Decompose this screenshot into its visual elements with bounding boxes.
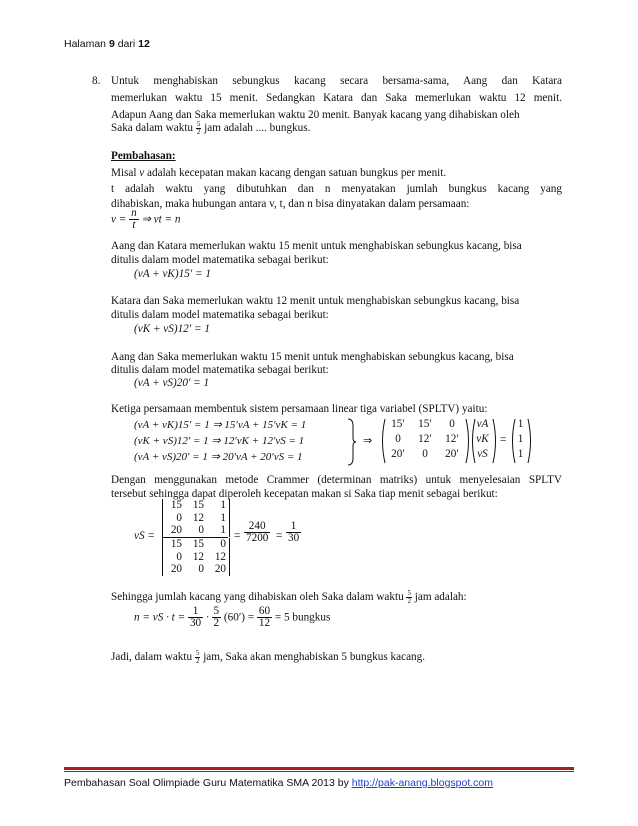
matrix-cell: 12: [192, 550, 204, 563]
solution-paragraph-1: [111, 167, 446, 179]
statement-1-b: ditulis dalam model matematika sebagai berikut:: [111, 254, 329, 266]
solution-paragraph-3: dihabiskan, maka hubungan antara v, t, dan n bisa dinyatakan dalam persamaan:: [111, 198, 470, 210]
determinant-denominator: [162, 538, 230, 576]
matrix-cell: 20: [170, 524, 182, 536]
fraction-denominator: t: [132, 219, 136, 232]
matrix-cell: 15: [192, 499, 204, 511]
result-fraction-1: [244, 521, 270, 544]
matrix-cell: 0: [449, 418, 455, 430]
equation-1: (vA + vK)15′ = 1: [134, 268, 211, 280]
fraction-numerator: 5: [195, 649, 200, 657]
matrix-cell: 0: [220, 538, 226, 550]
matrix-cell: 1: [517, 433, 524, 445]
fraction-denominator: 2: [213, 617, 220, 630]
vs-label: vS =: [134, 530, 155, 542]
matrix-cell: 15: [192, 538, 204, 550]
matrix-cell: 12: [192, 511, 204, 524]
page-number: 9: [108, 38, 115, 50]
rhs-right-paren: [527, 418, 533, 464]
result-fraction-2: [286, 521, 301, 544]
equals-sign: =: [500, 434, 507, 446]
fraction-numerator: 1: [188, 606, 203, 618]
problem-line-2: memerlukan waktu 15 menit. Sedangkan Katara dan Saka memerlukan waktu 12 menit.: [111, 92, 562, 104]
fraction-numerator: n: [131, 207, 137, 219]
matrix-cell: 12′: [445, 433, 459, 445]
fraction-denominator: 30: [288, 532, 300, 545]
determinant-numerator: [162, 499, 230, 537]
statement-2-a: Katara dan Saka memerlukan waktu 12 menit untuk menghabiskan sebungkus kacang, bisa: [111, 295, 520, 307]
equation-3: (vA + vS)20′ = 1: [134, 377, 210, 389]
page-label: Halaman: [64, 38, 109, 50]
conclusion-post: jam, Saka akan menghabiskan 5 bungkus kacang.: [203, 651, 426, 664]
statement-2-b: ditulis dalam model matematika sebagai berikut:: [111, 309, 329, 321]
equation-v: [111, 208, 180, 231]
problem-line-4-text: Saka dalam waktu: [111, 122, 194, 135]
matrix-cell: 12′: [418, 433, 432, 445]
page-total: 12: [138, 38, 150, 50]
matrix-cell: 1: [517, 448, 524, 460]
matrix-cell: vS: [477, 448, 488, 460]
problem-line-3: Adapun Aang dan Saka memerlukan waktu 20 menit. Banyak kacang yang dihabiskan oleh: [111, 109, 520, 121]
p1-pre: Misal: [111, 167, 140, 179]
fraction-denominator: 12: [258, 617, 271, 630]
fraction-numerator: 5: [407, 589, 411, 597]
system-eq-1: (vA + vK)15′ = 1 ⇒ 15′vA + 15′vK = 1: [134, 419, 307, 431]
matrix-cell: 0: [198, 563, 204, 575]
fraction-numerator: 1: [286, 521, 301, 533]
system-eq-2: (vK + vS)12′ = 1 ⇒ 12′vK + 12′vS = 1: [134, 435, 305, 447]
problem-line-4-end: jam adalah .... bungkus.: [204, 122, 311, 135]
vector-right-paren: [492, 418, 498, 464]
matrix-cell: vA: [476, 418, 489, 430]
final-eq-pre: n = vS · t =: [134, 611, 186, 624]
final-post: = 5 bungkus: [274, 611, 331, 624]
matrix-cell: 20′: [391, 448, 405, 460]
conclusion: [111, 650, 425, 665]
matrix-cell: 15′: [391, 418, 405, 430]
p1-var: v: [139, 167, 145, 179]
matrix-cell: 0: [198, 524, 204, 536]
result-equals-1: =: [234, 530, 241, 542]
matrix-cell: 20: [214, 563, 226, 575]
fraction-denominator: 2: [196, 128, 201, 136]
matrix-cell: 15′: [418, 418, 432, 430]
problem-line-4: [111, 121, 310, 136]
system-intro: Ketiga persamaan membentuk sistem persamaan linear tiga variabel (SPLTV) yaitu:: [111, 403, 488, 415]
fraction-numerator: 60: [258, 605, 271, 617]
page-of: dari: [114, 38, 139, 50]
fraction-denominator: 2: [407, 597, 411, 605]
final-intro: [111, 590, 467, 605]
matrix-cell: 1: [517, 418, 524, 430]
matrix-cell: 0: [395, 433, 401, 445]
fraction: [196, 121, 202, 136]
result-equals-2: =: [276, 530, 283, 542]
eq-lhs: v =: [111, 213, 127, 226]
matrix-cell: 1: [220, 524, 226, 536]
matrix-cell: 0: [176, 511, 182, 524]
fraction-denominator: 30: [189, 617, 202, 630]
matrix-cell: vK: [476, 433, 489, 445]
solution-paragraph-2: t adalah waktu yang dibutuhkan dan n menyatakan jumlah bungkus kacang yang: [111, 183, 562, 195]
brace-icon: [347, 418, 357, 466]
matrix-cell: 0: [176, 550, 182, 563]
implies-arrow: ⇒: [363, 435, 373, 447]
footer-text: Pembahasan Soal Olimpiade Guru Matematika SMA 2013 by: [64, 777, 352, 789]
equation-2: (vK + vS)12′ = 1: [134, 323, 210, 335]
fraction-numerator: 5: [213, 605, 220, 617]
matrix-cell: 12: [214, 550, 226, 563]
fraction-denominator: 7200: [246, 532, 269, 545]
matrix-cell: 20: [170, 563, 182, 575]
problem-line-1: Untuk menghabiskan sebungkus kacang secara bersama-sama, Aang dan Katara: [111, 75, 562, 87]
matrix-cell: 20′: [445, 448, 459, 460]
matrix-cell: 15: [170, 499, 182, 511]
footer-divider-thin: [64, 771, 574, 772]
fraction-denominator: 2: [195, 657, 200, 665]
p1-post: adalah kecepatan makan kacang dengan satuan bungkus per menit.: [144, 167, 447, 179]
page-footer: [64, 777, 493, 789]
final-intro-end: jam adalah:: [414, 591, 467, 604]
fraction-numerator: 5: [196, 120, 201, 128]
matrix-cell: 1: [220, 511, 226, 524]
footer-link[interactable]: http://pak-anang.blogspot.com: [351, 777, 494, 789]
matrix-cell: 15: [170, 538, 182, 550]
final-dot: ·: [205, 611, 209, 624]
final-mid: (60′) =: [223, 611, 255, 624]
system-eq-3: (vA + vS)20′ = 1 ⇒ 20′vA + 20′vS = 1: [134, 451, 303, 463]
matrix-cell: 0: [422, 448, 428, 460]
coefficient-matrix: [386, 418, 466, 464]
problem-number: 8.: [92, 75, 101, 87]
fraction: [129, 208, 139, 231]
statement-3-a: Aang dan Saka memerlukan waktu 15 menit untuk menghabiskan sebungkus kacang, bisa: [111, 351, 514, 363]
final-equation: [134, 606, 330, 629]
footer-divider-thick: [64, 767, 574, 770]
matrix-cell: 1: [220, 499, 226, 511]
statement-3-b: ditulis dalam model matematika sebagai berikut:: [111, 364, 329, 376]
cramer-line-2: tersebut sehingga dapat diperoleh kecepatan makan si Saka tiap menit sebagai berikut:: [111, 488, 498, 500]
fraction-numerator: 240: [244, 521, 270, 533]
solution-heading: Pembahasan:: [111, 150, 176, 162]
statement-1-a: Aang dan Katara memerlukan waktu 15 menit untuk menghabiskan sebungkus kacang, bisa: [111, 240, 522, 252]
conclusion-pre: Jadi, dalam waktu: [111, 651, 193, 664]
variable-vector: [476, 418, 492, 464]
final-intro-text: Sehingga jumlah kacang yang dihabiskan oleh Saka dalam waktu: [111, 591, 404, 604]
cramer-line-1: Dengan menggunakan metode Crammer (determinan matriks) untuk menyelesaian SPLTV: [111, 474, 562, 486]
eq-rhs: ⇒ vt = n: [141, 213, 181, 226]
page-header: [64, 38, 150, 50]
